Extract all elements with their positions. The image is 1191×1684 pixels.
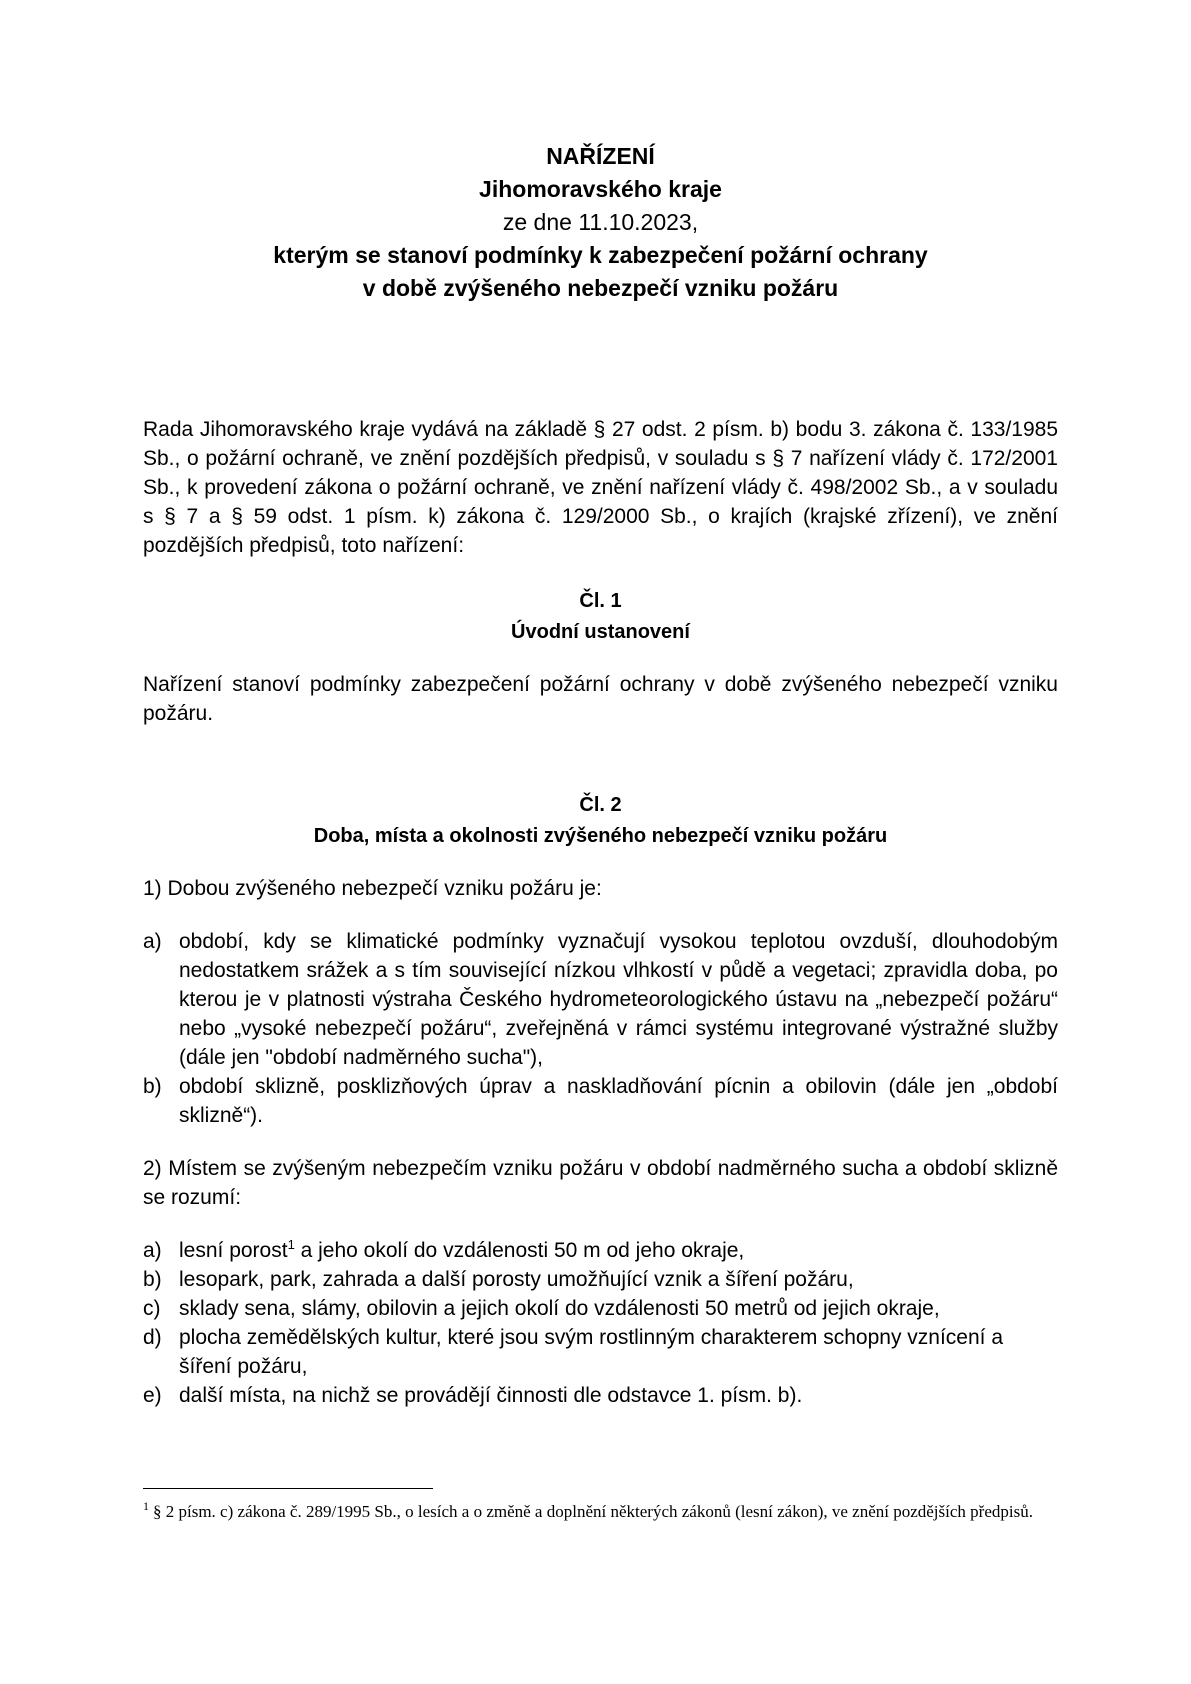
title-line-1: NAŘÍZENÍ — [546, 143, 655, 169]
list-marker: d) — [143, 1326, 162, 1349]
list-item — [143, 1072, 1058, 1130]
document-body — [143, 140, 1058, 1410]
footnote-reference: 1 — [287, 1237, 295, 1252]
list-item-text: lesopark, park, zahrada a další porosty umožňující vznik a šíření požáru, — [179, 1268, 854, 1291]
article-2-number: Čl. 2 — [579, 794, 622, 816]
list-item-text-cont: a jeho okolí do vzdálenosti 50 m od jeho okraje, — [294, 1239, 745, 1262]
title-line-5: v době zvýšeného nebezpečí vzniku požáru — [362, 275, 839, 301]
list-marker: e) — [143, 1384, 162, 1407]
list-marker: c) — [143, 1297, 161, 1320]
list-item — [143, 927, 1058, 1072]
list-item-text: plocha zemědělských kultur, které jsou svým rostlinným charakterem schopny vznícení a šíření požáru, — [179, 1326, 1004, 1378]
list-marker: b) — [143, 1268, 162, 1291]
article-2-paragraph-2: 2) Místem se zvýšeným nebezpečím vzniku požáru v období nadměrného sucha a období sklizně se rozumí: — [143, 1157, 1058, 1209]
list-item — [143, 1323, 1058, 1381]
preamble: Rada Jihomoravského kraje vydává na základě § 27 odst. 2 písm. b) bodu 3. zákona č. 133/1985 Sb., o požární ochraně, ve znění pozdějších předpisů, v souladu s § 7 nařízení vlády č. 172/2001 Sb., k provedení zákona o požární ochraně, ve znění nařízení vlády č. 498/2002 Sb., a v souladu s § 7 a § 59 odst. 1 písm. k) zákona č. 129/2000 Sb., o krajích (krajské zřízení), ve znění pozdějších předpisů, toto nařízení: — [143, 418, 1058, 557]
list-item — [143, 1381, 1058, 1410]
footnote — [143, 1500, 1058, 1524]
list-marker: a) — [143, 930, 162, 953]
list-item — [143, 1265, 1058, 1294]
title-line-2: Jihomoravského kraje — [479, 176, 722, 202]
article-2-title: Doba, místa a okolnosti zvýšeného nebezpečí vzniku požáru — [313, 825, 888, 847]
list-item — [143, 1294, 1058, 1323]
list-item-text: sklady sena, slámy, obilovin a jejich okolí do vzdálenosti 50 metrů od jejich okraje, — [179, 1297, 940, 1320]
article-2-heading — [143, 790, 1058, 852]
list-item — [143, 1236, 1058, 1265]
article-1-number: Čl. 1 — [579, 590, 622, 612]
footnote-text: § 2 písm. c) zákona č. 289/1995 Sb., o lesích a o změně a doplnění některých zákonů (lesní zákon), ve znění pozdějších předpisů. — [153, 1502, 1033, 1521]
article-2-list-1 — [143, 927, 1058, 1130]
article-1-heading — [143, 586, 1058, 648]
list-marker: b) — [143, 1075, 162, 1098]
article-2-list-2 — [143, 1236, 1058, 1410]
title-date: ze dne 11.10.2023, — [502, 209, 699, 235]
list-item-text: lesní porost — [179, 1239, 288, 1262]
list-item-text: období sklizně, posklizňových úprav a naskladňování pícnin a obilovin (dále jen „období sklizně“). — [179, 1075, 1058, 1127]
list-item-text: období, kdy se klimatické podmínky vyznačují vysokou teplotou ovzduší, dlouhodobým nedostatkem srážek a s tím související nízkou vlhkostí v půdě a vegetaci; zpravidla doba, po kterou je v platnosti výstraha Českého hydrometeorologického ústavu na „nebezpečí požáru“ nebo „vysoké nebezpečí požáru“, zveřejněná v rámci systému integrované výstražné služby (dále jen "období nadměrného sucha"), — [179, 930, 1058, 1069]
article-1-title: Úvodní ustanovení — [511, 621, 690, 643]
title-line-4: kterým se stanoví podmínky k zabezpečení požární ochrany — [273, 242, 928, 268]
list-marker: a) — [143, 1239, 162, 1262]
list-item-text: další místa, na nichž se provádějí činnosti dle odstavce 1. písm. b). — [179, 1384, 803, 1407]
document-title — [143, 140, 1058, 305]
footnote-mark: 1 — [143, 1499, 149, 1514]
article-1-text: Nařízení stanoví podmínky zabezpečení požární ochrany v době zvýšeného nebezpečí vzniku požáru. — [143, 673, 1058, 725]
footnote-separator — [143, 1488, 433, 1489]
article-2-paragraph-1: 1) Dobou zvýšeného nebezpečí vzniku požáru je: — [143, 877, 602, 900]
